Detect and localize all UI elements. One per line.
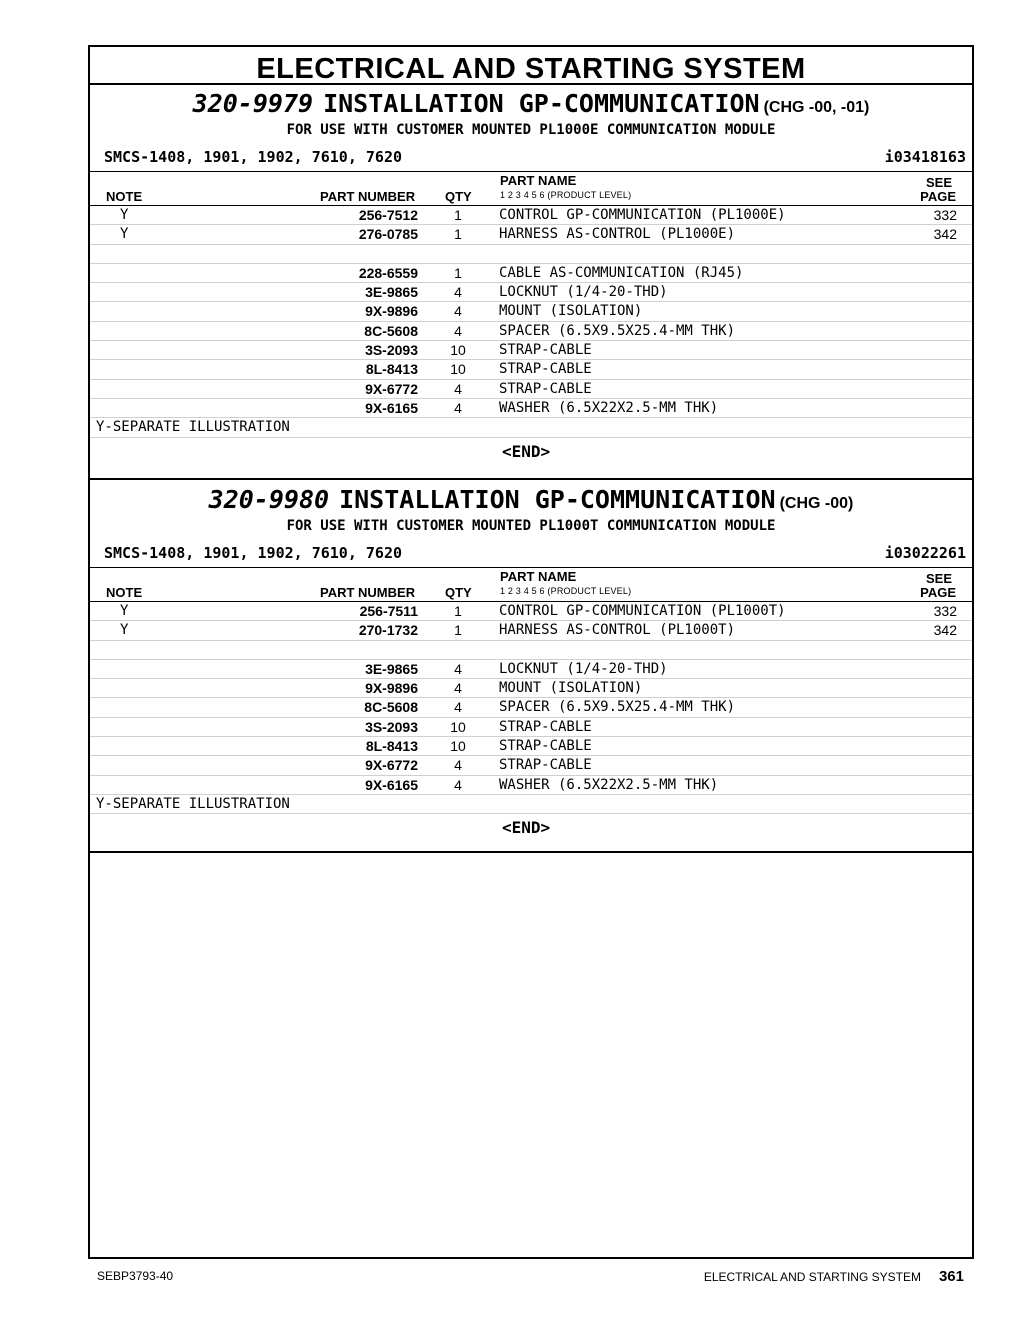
part-name-cell: HARNESS AS-CONTROL (PL1000T)	[499, 622, 736, 639]
change-level: (CHG -00)	[779, 495, 854, 512]
table-row	[90, 360, 972, 379]
part-number-cell: 9X-6772	[365, 757, 418, 774]
col-header-part-number: PART NUMBER	[320, 585, 416, 600]
part-number-cell: 8C-5608	[364, 322, 418, 339]
col-header-see: SEE	[925, 175, 952, 190]
header-divider	[90, 567, 972, 568]
part-name-cell: WASHER (6.5X22X2.5-MM THK)	[499, 399, 719, 416]
part-name-cell: MOUNT (ISOLATION)	[499, 303, 643, 320]
part-name-cell: STRAP-CABLE	[499, 380, 592, 397]
qty-cell: 1	[454, 226, 462, 243]
part-name-cell: STRAP-CABLE	[499, 757, 592, 774]
qty-cell: 1	[454, 603, 462, 619]
col-header-qty: QTY	[445, 585, 472, 600]
col-header-product-level: 1 2 3 4 5 6 (PRODUCT LEVEL)	[500, 190, 632, 200]
footer-section-name: ELECTRICAL AND STARTING SYSTEM	[703, 1270, 921, 1284]
part-number-cell: 256-7512	[358, 207, 418, 223]
table-row	[90, 399, 972, 418]
part-number-cell: 8L-8413	[365, 361, 418, 378]
table-row	[90, 776, 972, 795]
qty-cell: 10	[450, 361, 466, 378]
end-marker	[90, 814, 972, 838]
part-name-cell: CONTROL GP-COMMUNICATION (PL1000T)	[499, 603, 786, 619]
change-level: (CHG -00, -01)	[763, 99, 870, 116]
part-number-cell: 8L-8413	[365, 738, 418, 755]
section-name: INSTALLATION GP-COMMUNICATION	[323, 89, 760, 118]
qty-cell: 1	[454, 622, 462, 639]
end-marker	[90, 438, 972, 462]
page-frame	[88, 45, 974, 1259]
section-subtitle: FOR USE WITH CUSTOMER MOUNTED PL1000E COMMUNICATION MODULE	[286, 122, 776, 138]
note-cell: Y	[120, 207, 129, 223]
table-row	[90, 641, 972, 660]
table-row	[90, 718, 972, 737]
page-number: 361	[938, 1268, 964, 1285]
qty-cell: 1	[454, 264, 462, 281]
footer-section	[704, 1268, 964, 1285]
col-header-part-name: PART NAME	[500, 569, 577, 584]
qty-cell: 4	[454, 680, 462, 697]
parts-table	[90, 601, 972, 838]
part-name-cell: MOUNT (ISOLATION)	[499, 680, 643, 697]
illustration-id: i03022261	[884, 544, 966, 562]
section-title	[90, 485, 972, 514]
table-row	[90, 737, 972, 756]
qty-cell: 4	[454, 399, 462, 416]
part-name-cell: STRAP-CABLE	[499, 342, 592, 359]
part-number-cell: 9X-6772	[365, 380, 418, 397]
col-header-page: PAGE	[920, 189, 956, 204]
part-name-cell: SPACER (6.5X9.5X25.4-MM THK)	[499, 699, 736, 716]
qty-cell: 10	[450, 718, 466, 735]
part-name-cell: WASHER (6.5X22X2.5-MM THK)	[499, 776, 719, 793]
table-row	[90, 302, 972, 321]
part-name-cell: SPACER (6.5X9.5X25.4-MM THK)	[499, 322, 736, 339]
col-header-page: PAGE	[920, 585, 956, 600]
table-row	[90, 283, 972, 302]
col-header-note: NOTE	[106, 585, 143, 600]
end-text: <END>	[502, 441, 551, 461]
part-number-cell: 9X-9896	[365, 680, 418, 697]
footnote-text: Y-SEPARATE ILLUSTRATION	[96, 795, 290, 812]
part-number-cell: 270-1732	[358, 622, 418, 639]
col-header-qty: QTY	[445, 189, 472, 204]
see-page-cell: 342	[933, 622, 957, 639]
qty-cell: 4	[454, 322, 462, 339]
see-page-cell: 332	[933, 603, 957, 619]
parts-section	[90, 481, 972, 853]
qty-cell: 4	[454, 757, 462, 774]
footnote	[90, 418, 972, 437]
part-number-cell: 9X-6165	[365, 776, 418, 793]
table-row	[90, 601, 972, 621]
footer-doc-id: SEBP3793-40	[97, 1269, 174, 1283]
table-row	[90, 756, 972, 775]
end-text: <END>	[502, 818, 551, 838]
note-cell: Y	[120, 226, 129, 243]
footnote	[90, 795, 972, 814]
table-row	[90, 225, 972, 244]
section-number: 320-9979	[192, 89, 314, 118]
part-name-cell: HARNESS AS-CONTROL (PL1000E)	[499, 226, 736, 243]
footnote-text: Y-SEPARATE ILLUSTRATION	[96, 419, 290, 436]
part-name-cell: STRAP-CABLE	[499, 361, 592, 378]
header-divider	[90, 171, 972, 172]
table-row	[90, 245, 972, 264]
col-header-part-number: PART NUMBER	[320, 189, 416, 204]
table-row	[90, 660, 972, 679]
qty-cell: 1	[454, 207, 462, 223]
part-number-cell: 9X-6165	[365, 399, 418, 416]
section-title	[90, 89, 972, 118]
table-row	[90, 621, 972, 640]
part-number-cell: 3E-9865	[365, 660, 418, 677]
note-cell: Y	[120, 622, 129, 639]
part-number-cell: 3S-2093	[365, 342, 418, 359]
qty-cell: 4	[454, 660, 462, 677]
part-number-cell: 228-6559	[358, 264, 418, 281]
qty-cell: 4	[454, 284, 462, 301]
see-page-cell: 342	[933, 226, 957, 243]
table-row	[90, 341, 972, 360]
part-number-cell: 3S-2093	[365, 718, 418, 735]
table-row	[90, 698, 972, 717]
col-header-see: SEE	[925, 571, 952, 586]
qty-cell: 10	[450, 738, 466, 755]
part-number-cell: 256-7511	[359, 603, 418, 619]
part-name-cell: LOCKNUT (1/4-20-THD)	[499, 284, 668, 301]
parts-table	[90, 205, 972, 462]
col-header-note: NOTE	[106, 189, 143, 204]
col-header-part-name: PART NAME	[500, 173, 577, 188]
part-number-cell: 9X-9896	[365, 303, 418, 320]
illustration-id: i03418163	[884, 148, 966, 166]
qty-cell: 4	[454, 699, 462, 716]
part-number-cell: 3E-9865	[365, 284, 418, 301]
qty-cell: 10	[450, 342, 466, 359]
qty-cell: 4	[454, 303, 462, 320]
part-name-cell: CONTROL GP-COMMUNICATION (PL1000E)	[499, 207, 786, 223]
table-row	[90, 322, 972, 341]
note-cell: Y	[120, 603, 129, 619]
part-name-cell: LOCKNUT (1/4-20-THD)	[499, 660, 668, 677]
page-title: ELECTRICAL AND STARTING SYSTEM	[90, 47, 972, 85]
table-row	[90, 264, 972, 283]
qty-cell: 4	[454, 776, 462, 793]
table-row	[90, 380, 972, 399]
see-page-cell: 332	[933, 207, 957, 223]
section-number: 320-9980	[208, 485, 330, 514]
table-row	[90, 679, 972, 698]
smcs-codes: SMCS-1408, 1901, 1902, 7610, 7620	[104, 544, 403, 562]
qty-cell: 4	[454, 380, 462, 397]
part-name-cell: CABLE AS-COMMUNICATION (RJ45)	[499, 264, 744, 281]
table-row	[90, 205, 972, 225]
part-number-cell: 276-0785	[358, 226, 418, 243]
col-header-product-level: 1 2 3 4 5 6 (PRODUCT LEVEL)	[500, 586, 632, 596]
part-name-cell: STRAP-CABLE	[499, 738, 592, 755]
section-subtitle: FOR USE WITH CUSTOMER MOUNTED PL1000T COMMUNICATION MODULE	[286, 518, 776, 534]
parts-section	[90, 85, 972, 480]
smcs-codes: SMCS-1408, 1901, 1902, 7610, 7620	[104, 148, 403, 166]
section-name: INSTALLATION GP-COMMUNICATION	[339, 485, 776, 514]
part-name-cell: STRAP-CABLE	[499, 718, 592, 735]
part-number-cell: 8C-5608	[364, 699, 418, 716]
